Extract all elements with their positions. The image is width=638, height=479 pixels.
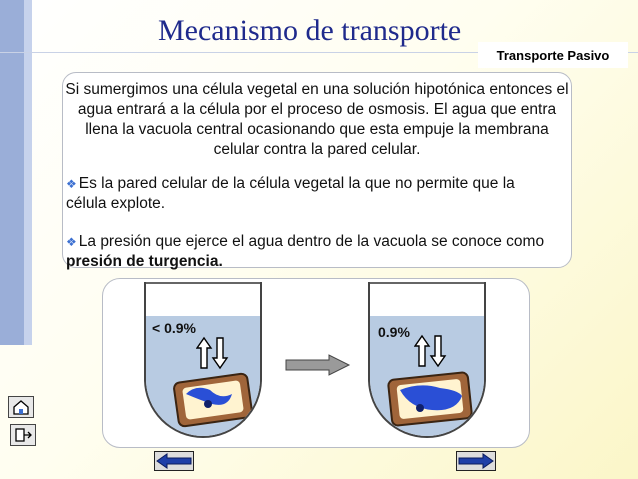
bullet-diamond-icon: ❖ xyxy=(66,235,77,249)
right-arrow-icon xyxy=(285,354,351,376)
page-title: Mecanismo de transporte xyxy=(158,14,462,47)
water-flow-arrows-left xyxy=(196,336,232,370)
next-slide-button[interactable] xyxy=(456,451,496,471)
section-label: Transporte Pasivo xyxy=(478,42,628,68)
up-arrow-icon xyxy=(415,336,429,366)
bullet-text: Es la pared celular de la célula vegetal la que no permite que la célula explote. xyxy=(66,175,515,212)
bullet-text: La presión que ejerce el agua dentro de la vacuola se conoce como xyxy=(78,233,545,250)
up-arrow-icon xyxy=(197,338,211,368)
bullet-bold-text: presión de turgencia. xyxy=(66,253,223,270)
previous-slide-button[interactable] xyxy=(154,451,194,471)
forward-arrow-icon xyxy=(457,452,495,470)
water-flow-arrows-right xyxy=(414,334,450,368)
intro-paragraph: Si sumergimos una célula vegetal en una solución hipotónica entonces el agua entrará a la célula por el proceso de osmosis. El agua que entra llena la vacuola central ocasionando que esta empuje la membrana celular contra la pared celular. xyxy=(65,81,569,158)
bullet-item xyxy=(66,232,556,272)
home-icon xyxy=(12,399,30,415)
home-button[interactable] xyxy=(8,396,34,418)
bullet-diamond-icon: ❖ xyxy=(66,177,77,191)
exit-button[interactable] xyxy=(10,424,36,446)
down-arrow-icon xyxy=(213,338,227,368)
back-arrow-icon xyxy=(155,452,193,470)
exit-icon xyxy=(14,427,32,443)
down-arrow-icon xyxy=(431,336,445,366)
concentration-label-right: 0.9% xyxy=(378,324,410,340)
bullet-item xyxy=(66,174,556,214)
concentration-label-left: < 0.9% xyxy=(152,320,196,336)
